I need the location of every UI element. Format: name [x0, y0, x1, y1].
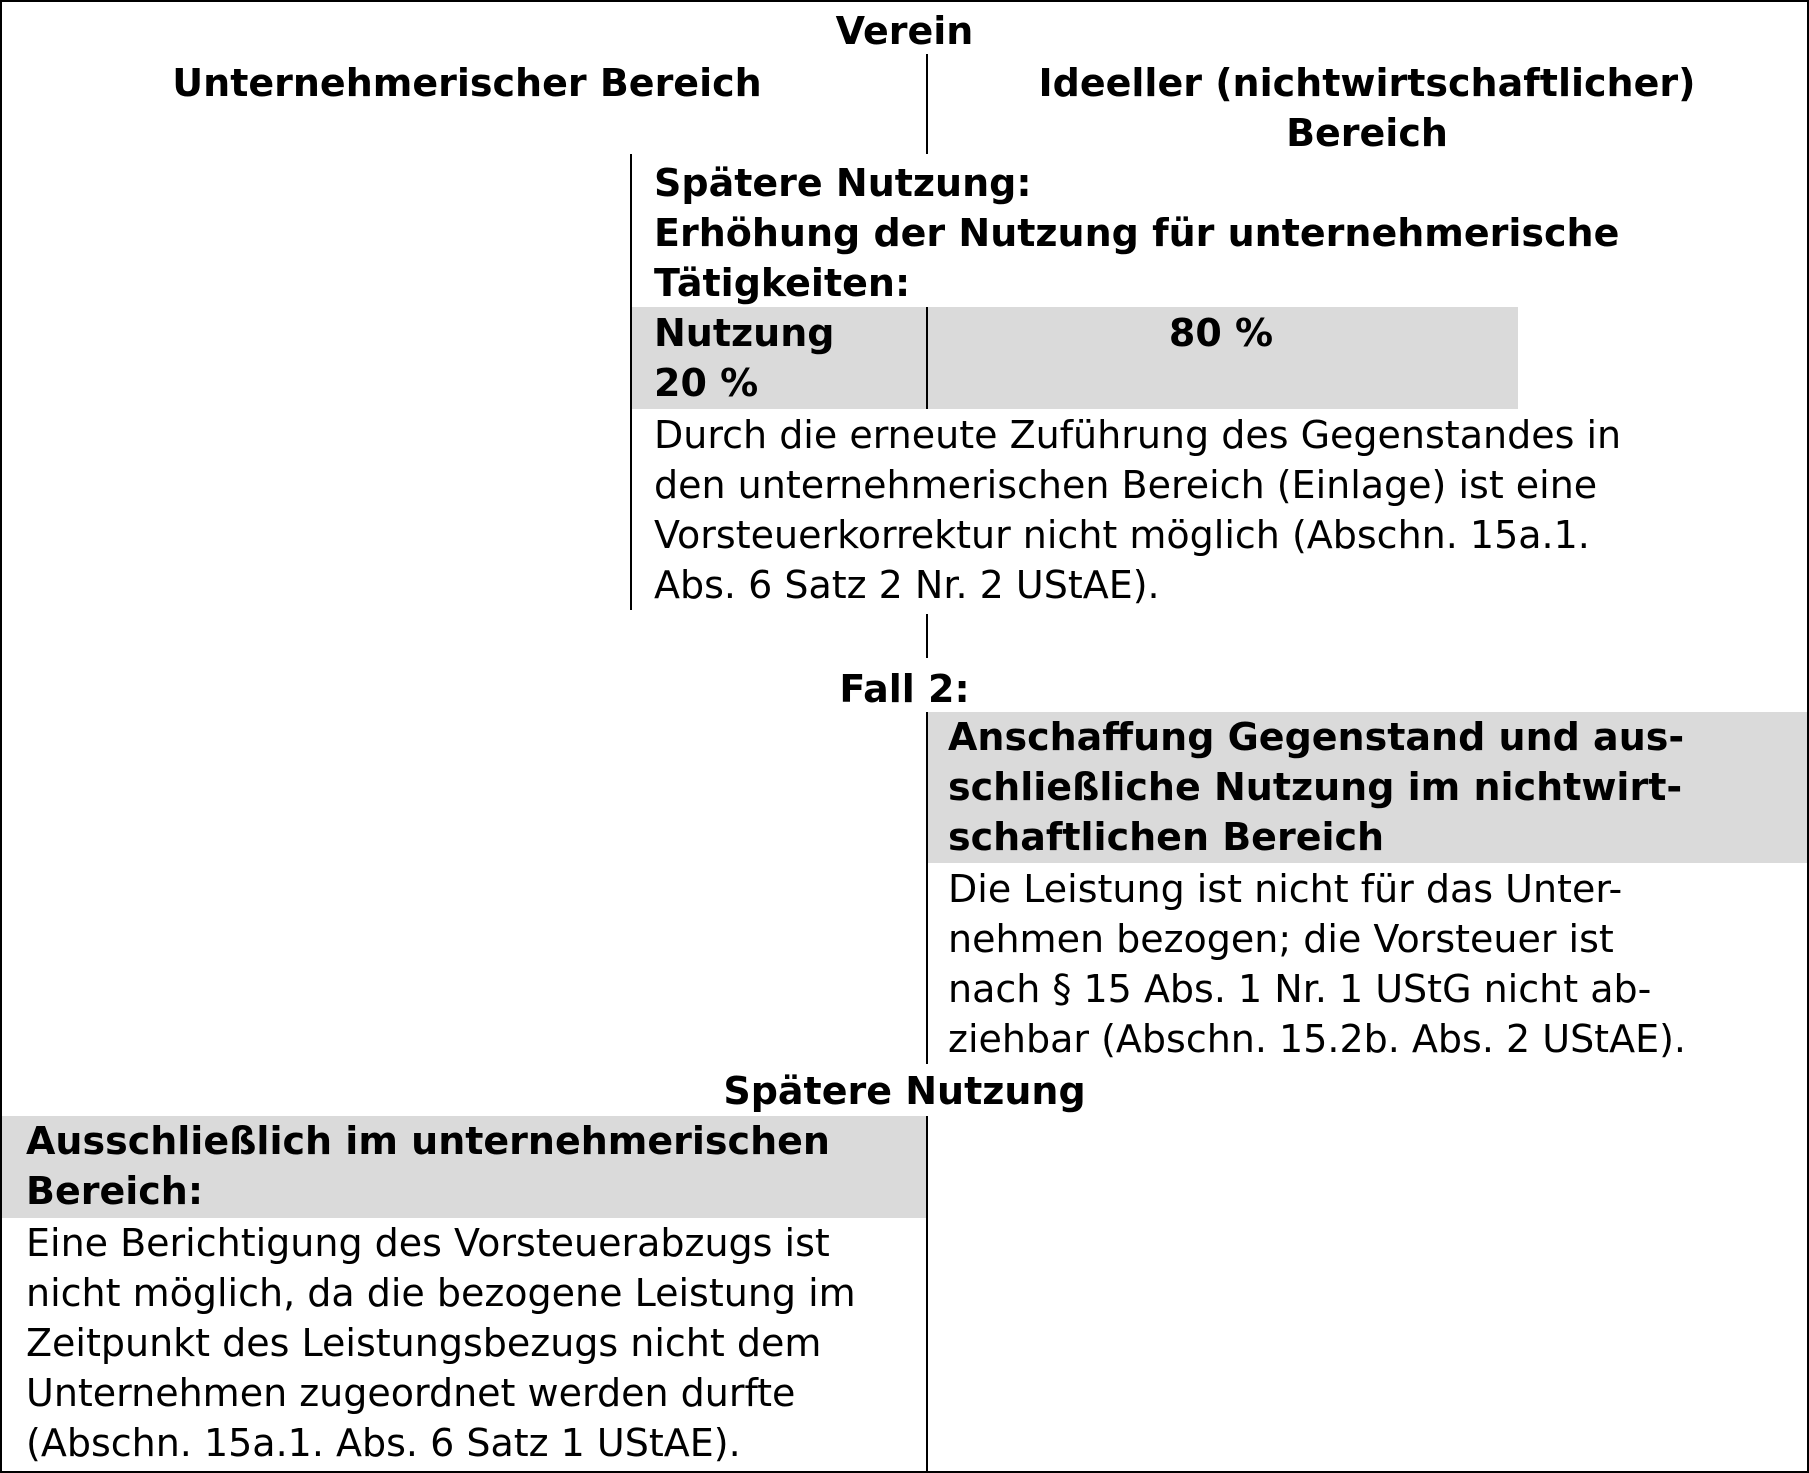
later-use-2-text-line3: Zeitpunkt des Leistungsbezugs nicht dem	[26, 1321, 822, 1365]
later-use-text-line1: Durch die erneute Zuführung des Gegenstandes in	[654, 413, 1622, 457]
case-2-text-line2: nehmen bezogen; die Vorsteuer ist	[948, 917, 1614, 961]
later-use-2-text-line5: (Abschn. 15a.1. Abs. 6 Satz 1 UStAE).	[26, 1421, 741, 1465]
case-2-title-line2: schließliche Nutzung im nichtwirt-	[948, 765, 1683, 809]
right-area-heading-line2: Bereich	[1286, 111, 1448, 155]
later-use-2-label: Spätere Nutzung	[723, 1069, 1086, 1113]
usage-ideell-percent: 80 %	[1168, 311, 1274, 355]
case-2-title-line1: Anschaffung Gegenstand und aus-	[948, 715, 1685, 759]
header-divider-line	[926, 54, 928, 154]
case-2-text-line3: nach § 15 Abs. 1 Nr. 1 UStG nicht ab-	[948, 967, 1652, 1011]
later-use-text-line4: Abs. 6 Satz 2 Nr. 2 UStAE).	[654, 563, 1160, 607]
case-2-text-line4: ziehbar (Abschn. 15.2b. Abs. 2 UStAE).	[948, 1017, 1686, 1061]
case-2-left-border	[926, 712, 928, 1064]
later-use-2-title-line1: Ausschließlich im unternehmerischen	[26, 1119, 830, 1163]
later-use-title-line2: Erhöhung der Nutzung für unternehmerische	[654, 211, 1620, 255]
later-use-text-line3: Vorsteuerkorrektur nicht möglich (Abschn. 15a.1.	[654, 513, 1590, 557]
usage-unternehmerisch-line2: 20 %	[654, 361, 759, 405]
later-use-title-line1: Spätere Nutzung:	[654, 161, 1032, 205]
right-area-heading-line1: Ideeller (nichtwirtschaftlicher)	[1038, 61, 1696, 105]
later-use-title-line3: Tätigkeiten:	[654, 261, 911, 305]
case-2-label: Fall 2:	[839, 667, 970, 711]
case-2-text-line1: Die Leistung ist nicht für das Unter-	[948, 867, 1623, 911]
later-use-2-text-line2: nicht möglich, da die bezogene Leistung im	[26, 1271, 856, 1315]
diagram-title: Verein	[835, 9, 974, 53]
later-use-2-text-line4: Unternehmen zugeordnet werden durfte	[26, 1371, 796, 1415]
later-use-2-title-line2: Bereich:	[26, 1169, 204, 1213]
later-use-text-line2: den unternehmerischen Bereich (Einlage) ist eine	[654, 463, 1598, 507]
usage-unternehmerisch-line1: Nutzung	[654, 311, 835, 355]
later-use-2-right-border	[926, 1116, 928, 1471]
later-use-2-text-line1: Eine Berichtigung des Vorsteuerabzugs ist	[26, 1221, 830, 1265]
connector-line	[926, 614, 928, 658]
left-area-heading: Unternehmerischer Bereich	[172, 61, 762, 105]
case-2-title-line3: schaftlichen Bereich	[948, 815, 1385, 859]
